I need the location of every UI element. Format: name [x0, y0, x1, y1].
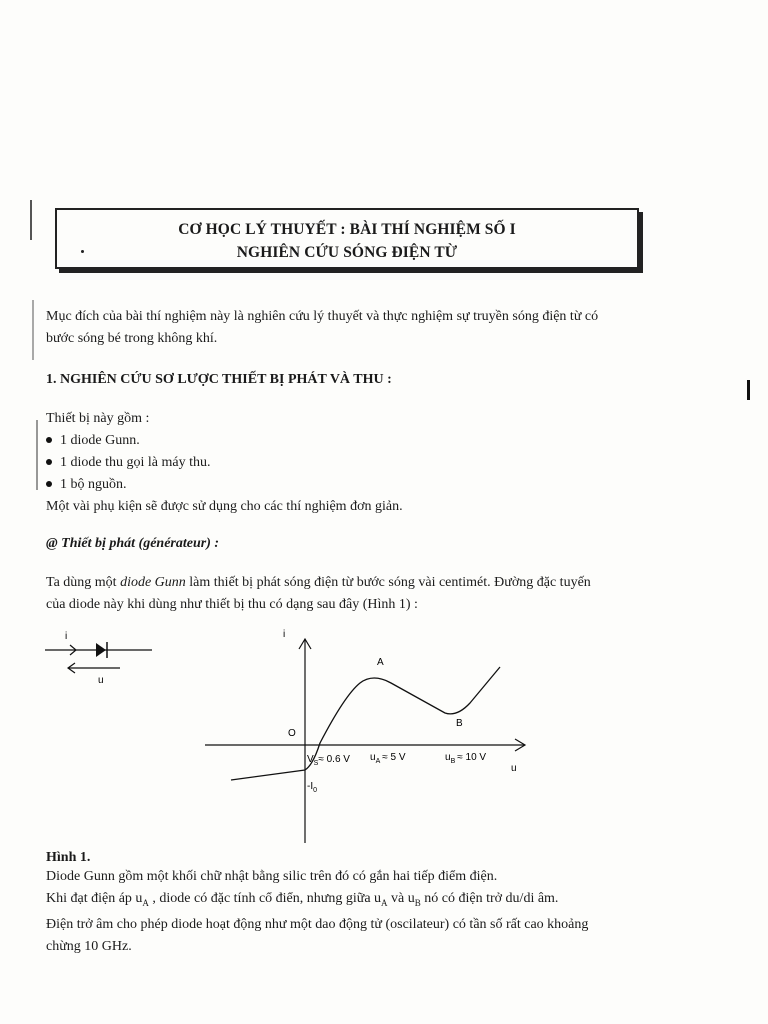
generator-heading: @ Thiết bị phát (générateur) :: [46, 536, 220, 551]
section-heading: 1. NGHIÊN CỨU SƠ LƯỢC THIẾT BỊ PHÁT VÀ THU :: [46, 372, 392, 387]
scan-margin-mark: [747, 380, 750, 400]
negative-current-label: $-I_0$: [307, 781, 318, 794]
description-line-2: [46, 888, 736, 914]
list-item: [46, 452, 726, 474]
text-run: , diode có đặc tính cổ điển, nhưng giữa u: [148, 891, 382, 906]
origin-label: O: [288, 728, 296, 739]
intro-line-1: Mục đích của bài thí nghiệm này là nghiên cứu lý thuyết và thực nghiệm sự truyền sóng điện từ có: [46, 309, 599, 324]
x-axis-label: u: [511, 763, 517, 774]
bullet-icon: [46, 437, 52, 443]
generator-line-2: của diode này khi dùng như thiết bị thu có dạng sau đây (Hình 1) :: [46, 597, 418, 612]
intro-line-2: bước sóng bé trong không khí.: [46, 331, 218, 346]
emphasis-text: diode Gunn: [120, 575, 186, 590]
point-a-label: A: [377, 657, 384, 668]
text-run: làm thiết bị phát sóng điện từ bước sóng vài centimét. Đường đặc tuyến: [185, 575, 591, 590]
subscript: B: [414, 897, 421, 908]
text-run: Khi đạt điện áp u: [46, 891, 143, 906]
bullet-icon: [46, 459, 52, 465]
generator-paragraph: [46, 572, 736, 616]
vs-label: $V_S\approx 0.6$ V: [307, 754, 350, 767]
scan-margin-mark: [30, 200, 32, 240]
diode-current-label: i: [65, 631, 68, 642]
diode-description: [46, 866, 736, 958]
y-axis-label: i: [283, 629, 286, 640]
description-line-4: chừng 10 GHz.: [46, 938, 132, 954]
diode-triangle-icon: [96, 643, 106, 657]
ua-label: $u_A \approx 5$ V: [370, 752, 406, 765]
text-run: Ta dùng một: [46, 575, 121, 590]
iv-characteristic-figure: [195, 625, 540, 850]
description-line-3: Điện trở âm cho phép diode hoạt động như một dao động tử (oscilateur) có tần số rất cao khoảng: [46, 916, 589, 932]
text-run: và u: [387, 891, 415, 906]
diode-symbol-figure: [40, 630, 160, 690]
generator-line-1: [46, 572, 736, 594]
scan-margin-mark: [32, 300, 34, 360]
title-box: [55, 208, 639, 269]
list-item-text: 1 diode thu gọi là máy thu.: [60, 455, 211, 470]
bullet-icon: [46, 481, 52, 487]
scan-dot: [81, 250, 84, 253]
list-item-text: 1 bộ nguồn.: [60, 477, 127, 492]
device-intro: Thiết bị này gồm :: [46, 411, 150, 426]
intro-paragraph: [46, 306, 726, 350]
accessories-text: Một vài phụ kiện sẽ được sử dụng cho các thí nghiệm đơn giản.: [46, 499, 403, 514]
device-list: [46, 408, 726, 518]
diode-voltage-label: u: [98, 675, 104, 686]
scan-margin-mark: [36, 420, 38, 490]
subscript: A: [142, 897, 149, 908]
description-line-1: Diode Gunn gồm một khối chữ nhật bằng silic trên đó có gắn hai tiếp điểm điện.: [46, 869, 498, 884]
list-item: [46, 430, 726, 452]
subscript: A: [381, 897, 388, 908]
figure-caption: Hình 1.: [46, 850, 91, 865]
point-b-label: B: [456, 718, 463, 729]
ub-label: $u_B \approx 10$ V: [445, 752, 487, 765]
text-run: nó có điện trở du/di âm.: [420, 891, 559, 906]
title-line-2: NGHIÊN CỨU SÓNG ĐIỆN TỪ: [236, 244, 458, 261]
list-item-text: 1 diode Gunn.: [60, 433, 140, 448]
list-item: [46, 474, 726, 496]
title-line-1: CƠ HỌC LÝ THUYẾT : BÀI THÍ NGHIỆM SỐ I: [178, 221, 516, 238]
